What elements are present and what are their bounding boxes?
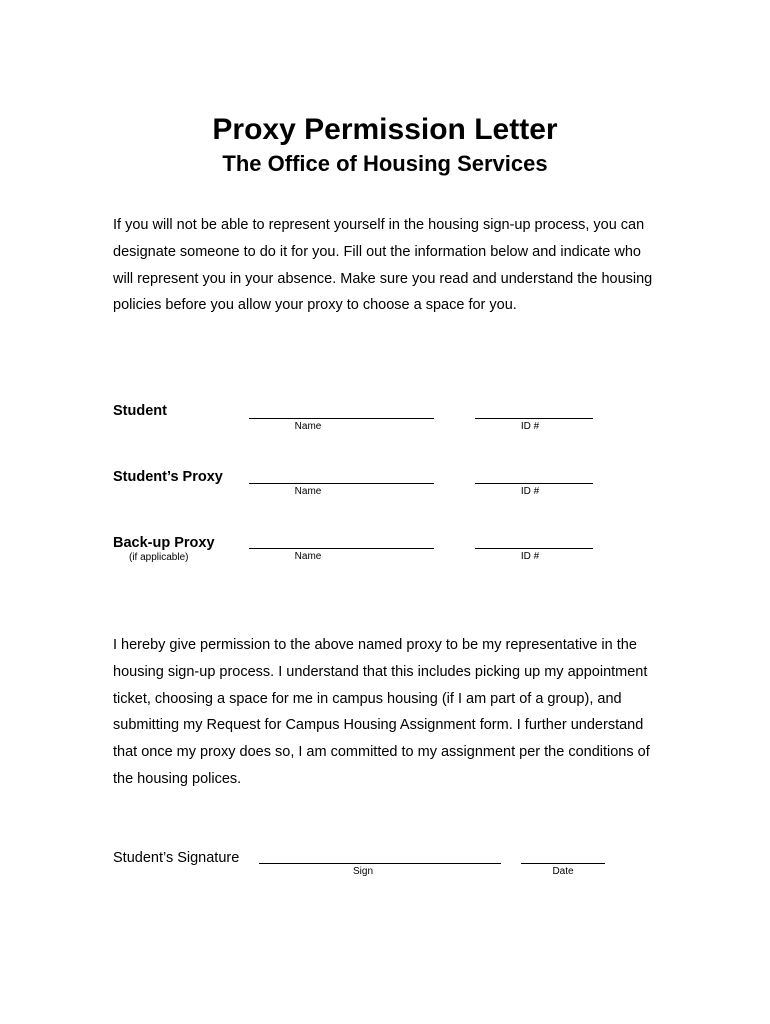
student-id-caption: ID # — [520, 421, 540, 432]
backup-proxy-name-line[interactable] — [249, 548, 434, 549]
signature-line[interactable] — [259, 863, 501, 864]
signature-sign-caption: Sign — [352, 866, 373, 877]
document-title: Proxy Permission Letter — [212, 113, 558, 146]
permission-paragraph: I hereby give permission to the above named proxy to be my representative in the housing sign-up process. I understand that this includes picking up my appointment ticket, choosing a space for me in campus housing (if I am part of a group), and submitting my Request for Campus Housing Assignment form. I further understand that once my proxy does so, I am committed to my assignment per the conditions of the housing polices. — [113, 637, 650, 787]
proxy-id-line[interactable] — [475, 483, 593, 484]
student-name-line[interactable] — [249, 418, 434, 419]
signature-date-caption: Date — [552, 866, 574, 877]
proxy-name-line[interactable] — [249, 483, 434, 484]
signature-label: Student’s Signature — [113, 850, 240, 866]
proxy-id-caption: ID # — [520, 486, 540, 497]
student-label: Student — [113, 403, 167, 419]
backup-proxy-id-line[interactable] — [475, 548, 593, 549]
document-subtitle: The Office of Housing Services — [222, 151, 548, 176]
proxy-name-caption: Name — [294, 486, 322, 497]
backup-proxy-sublabel: (if applicable) — [129, 552, 189, 563]
signature-date-line[interactable] — [521, 863, 605, 864]
student-id-line[interactable] — [475, 418, 593, 419]
backup-proxy-id-caption: ID # — [520, 551, 540, 562]
intro-paragraph: If you will not be able to represent yourself in the housing sign-up process, you can designate someone to do it for you. Fill out the information below and indicate who will represent you in your absence. Make sure you read and understand the housing policies before you allow your proxy to choose a space for you. — [113, 217, 653, 314]
student-name-caption: Name — [294, 421, 322, 432]
proxy-label: Student’s Proxy — [113, 469, 223, 485]
backup-proxy-name-caption: Name — [294, 551, 322, 562]
backup-proxy-label: Back-up Proxy — [113, 535, 215, 551]
